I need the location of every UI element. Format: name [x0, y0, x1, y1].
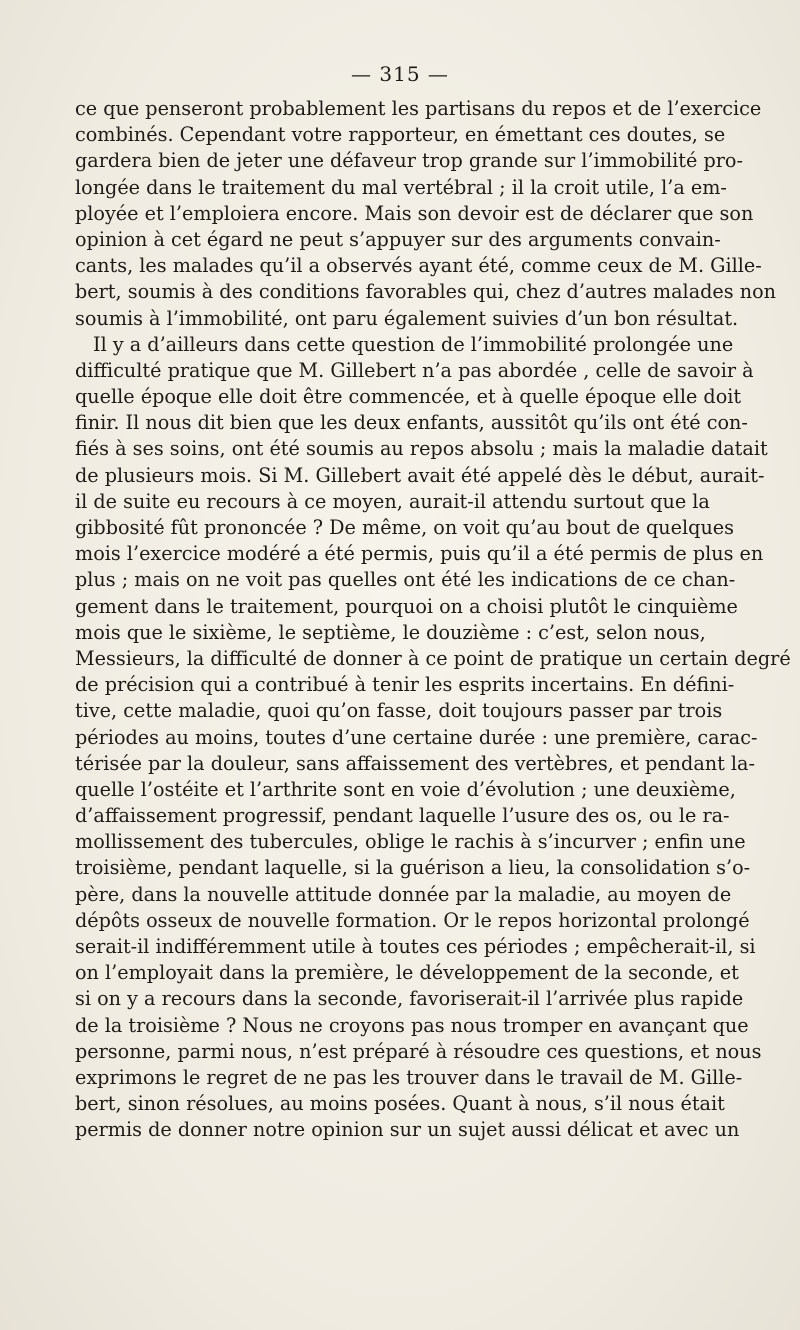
text-line: finir. Il nous dit bien que les deux enfants, aussitôt qu’ils ont été con-: [75, 411, 748, 435]
text-line: dépôts osseux de nouvelle formation. Or le repos horizontal prolongé: [75, 908, 750, 932]
text-line: tive, cette maladie, quoi qu’on fasse, doit toujours passer par trois: [75, 699, 723, 723]
text-line: gement dans le traitement, pourquoi on a choisi plutôt le cinquième: [75, 594, 738, 618]
text-line: longée dans le traitement du mal vertébral ; il la croit utile, l’a em-: [75, 175, 727, 199]
paragraph-start-line: Il y a d’ailleurs dans cette question de l’immobilité prolongée une: [93, 332, 734, 356]
text-line: bert, soumis à des conditions favorables qui, chez d’autres malades non: [75, 280, 776, 304]
text-line: térisée par la douleur, sans affaissement des vertèbres, et pendant la-: [75, 751, 755, 775]
text-line: troisième, pendant laquelle, si la guérison a lieu, la consolidation s’o-: [75, 856, 751, 880]
text-line: fiés à ses soins, ont été soumis au repos absolu ; mais la maladie datait: [75, 437, 768, 461]
body-text: [75, 96, 791, 1144]
text-line: bert, sinon résolues, au moins posées. Quant à nous, s’il nous était: [75, 1092, 725, 1116]
text-line: de la troisième ? Nous ne croyons pas nous tromper en avançant que: [75, 1013, 749, 1037]
text-line: mois l’exercice modéré a été permis, puis qu’il a été permis de plus en: [75, 542, 764, 566]
text-line: mollissement des tubercules, oblige le rachis à s’incurver ; enfin une: [75, 830, 746, 854]
text-line: d’affaissement progressif, pendant laquelle l’usure des os, ou le ra-: [75, 804, 730, 828]
text-line: cants, les malades qu’il a observés ayant été, comme ceux de M. Gille-: [75, 254, 762, 278]
text-line: ployée et l’emploiera encore. Mais son devoir est de déclarer que son: [75, 201, 754, 225]
text-line: Messieurs, la difficulté de donner à ce point de pratique un certain degré: [75, 646, 791, 670]
text-line: on l’employait dans la première, le développement de la seconde, et: [75, 961, 739, 985]
text-line: soumis à l’immobilité, ont paru également suivies d’un bon résultat.: [75, 306, 739, 330]
text-line: exprimons le regret de ne pas les trouver dans le travail de M. Gille-: [75, 1065, 743, 1089]
text-line: de plusieurs mois. Si M. Gillebert avait été appelé dès le début, aurait-: [75, 463, 765, 487]
text-line: plus ; mais on ne voit pas quelles ont été les indications de ce chan-: [75, 568, 736, 592]
page-number: — 315 —: [351, 62, 449, 86]
text-line: difficulté pratique que M. Gillebert n’a pas abordée , celle de savoir à: [75, 358, 754, 382]
text-line: gibbosité fût prononcée ? De même, on voit qu’au bout de quelques: [75, 516, 734, 539]
text-line: quelle l’ostéite et l’arthrite sont en voie d’évolution ; une deuxième,: [75, 777, 736, 801]
text-line: personne, parmi nous, n’est préparé à résoudre ces questions, et nous: [75, 1039, 762, 1063]
text-line: opinion à cet égard ne peut s’appuyer sur des arguments convain-: [75, 227, 721, 251]
text-line: il de suite eu recours à ce moyen, aurait-il attendu surtout que la: [75, 489, 710, 513]
text-line: périodes au moins, toutes d’une certaine durée : une première, carac-: [75, 725, 758, 749]
text-line: permis de donner notre opinion sur un sujet aussi délicat et avec un: [75, 1118, 740, 1142]
text-line: mois que le sixième, le septième, le douzième : c’est, selon nous,: [75, 620, 706, 644]
text-line: de précision qui a contribué à tenir les esprits incertains. En défini-: [75, 673, 735, 697]
text-line: combinés. Cependant votre rapporteur, en émettant ces doutes, se: [75, 123, 726, 147]
text-line: si on y a recours dans la seconde, favoriserait-il l’arrivée plus rapide: [75, 987, 744, 1011]
text-line: ce que penseront probablement les partisans du repos et de l’exercice: [75, 97, 762, 120]
text-line: père, dans la nouvelle attitude donnée par la maladie, au moyen de: [75, 882, 732, 906]
text-line: gardera bien de jeter une défaveur trop grande sur l’immobilité pro-: [75, 149, 743, 173]
text-line: serait-il indifféremment utile à toutes ces périodes ; empêcherait-il, si: [75, 935, 756, 958]
text-line: quelle époque elle doit être commencée, et à quelle époque elle doit: [75, 385, 742, 409]
